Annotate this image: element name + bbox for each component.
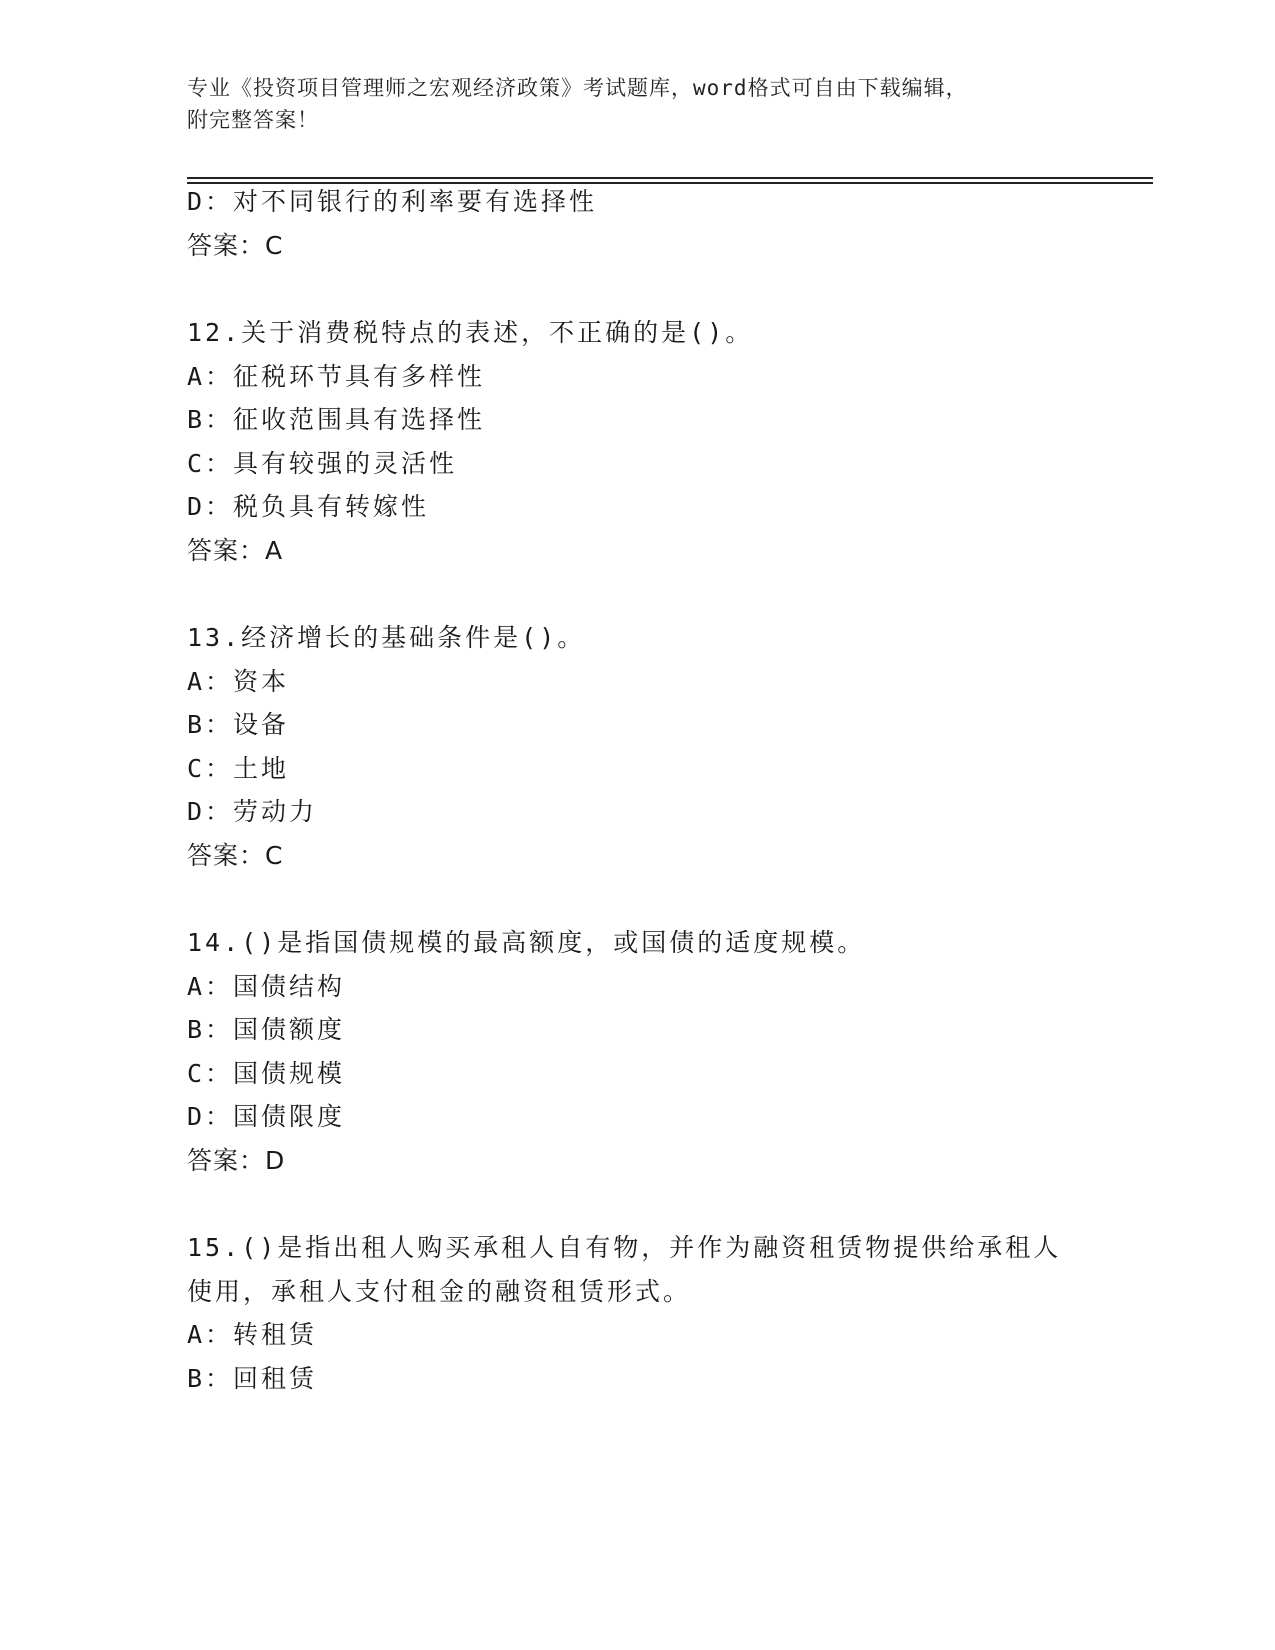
q15-question-line-1: 15.()是指出租人购买承租人自有物，并作为融资租赁物提供给承租人 xyxy=(187,1233,1062,1262)
q13-option-c: C：土地 xyxy=(187,754,290,783)
q15-question-line-2: 使用，承租人支付租金的融资租赁形式。 xyxy=(187,1277,692,1306)
q12-option-c: C：具有较强的灵活性 xyxy=(187,449,458,478)
q13-option-d: D：劳动力 xyxy=(187,797,318,826)
q15-option-a: A：转租赁 xyxy=(187,1320,318,1349)
q14-option-c: C：国债规模 xyxy=(187,1059,346,1088)
q12-option-d: D：税负具有转嫁性 xyxy=(187,492,430,521)
q12-answer: 答案：A xyxy=(187,536,284,565)
q12-question: 12.关于消费税特点的表述，不正确的是()。 xyxy=(187,318,754,347)
q14-option-d: D：国债限度 xyxy=(187,1102,346,1131)
q13-answer: 答案：C xyxy=(187,841,284,870)
q15-option-b: B：回租赁 xyxy=(187,1364,318,1393)
header-line-2: 附完整答案！ xyxy=(187,108,319,132)
header-divider-top xyxy=(187,177,1153,179)
document-header xyxy=(187,72,1067,136)
header-divider-bottom xyxy=(187,182,1153,184)
q12-option-a: A：征税环节具有多样性 xyxy=(187,362,486,391)
q12-option-b: B：征收范围具有选择性 xyxy=(187,405,486,434)
header-line-1: 专业《投资项目管理师之宏观经济政策》考试题库，word格式可自由下载编辑， xyxy=(187,76,968,100)
prev-answer: 答案：C xyxy=(187,231,284,260)
q14-option-b: B：国债额度 xyxy=(187,1015,346,1044)
q14-answer: 答案：D xyxy=(187,1146,286,1175)
q14-question: 14.()是指国债规模的最高额度，或国债的适度规模。 xyxy=(187,928,866,957)
q13-option-a: A：资本 xyxy=(187,667,290,696)
q13-question: 13.经济增长的基础条件是()。 xyxy=(187,623,586,652)
q14-option-a: A：国债结构 xyxy=(187,972,346,1001)
q13-option-b: B：设备 xyxy=(187,710,290,739)
prev-option-d: D：对不同银行的利率要有选择性 xyxy=(187,187,598,216)
